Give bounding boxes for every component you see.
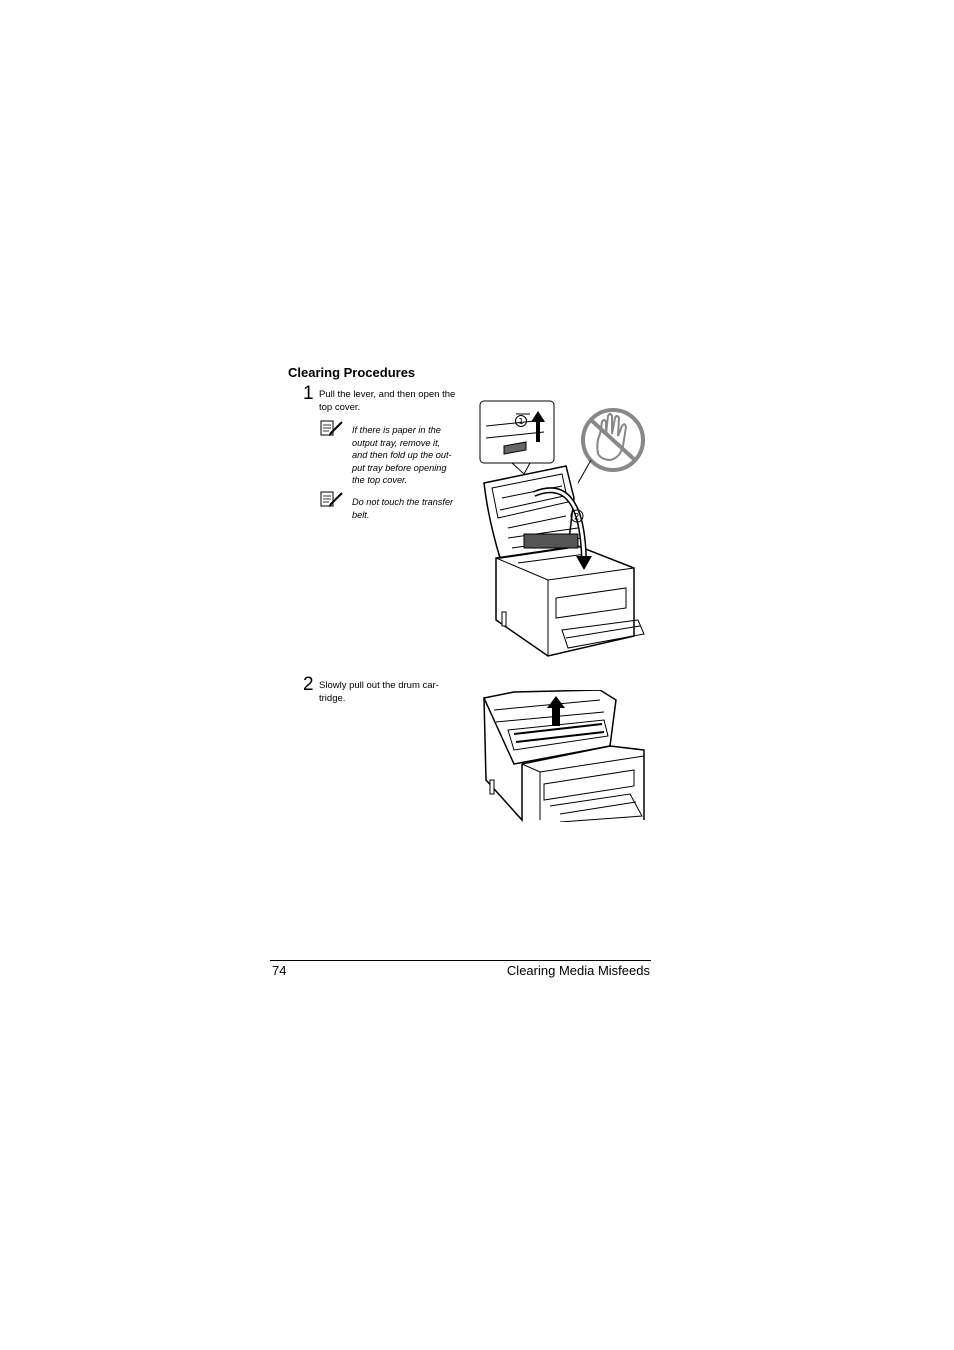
step-1-text bbox=[319, 389, 469, 414]
step-2-text bbox=[319, 680, 469, 705]
note-line: the top cover. bbox=[352, 475, 408, 485]
note-line: output tray, remove it, bbox=[352, 437, 441, 448]
note-pencil-icon bbox=[320, 490, 344, 508]
section-title: Clearing Procedures bbox=[288, 365, 416, 380]
note-line: Do not touch the transfer bbox=[352, 497, 454, 507]
note-pencil-icon bbox=[320, 419, 344, 437]
step-1-number: 1 bbox=[303, 383, 314, 404]
svg-text:2: 2 bbox=[574, 512, 580, 523]
note-2-text bbox=[352, 496, 470, 521]
printer-open-cover-illustration bbox=[478, 398, 648, 660]
footer-rule bbox=[270, 960, 651, 961]
svg-text:1: 1 bbox=[518, 417, 524, 426]
note-line: and then fold up the out- bbox=[352, 450, 452, 460]
step-1-text-line: Pull the lever, and then open the bbox=[319, 389, 456, 400]
printer-drum-cartridge-illustration bbox=[480, 690, 646, 822]
step-2-text-line: Slowly pull out the drum car- bbox=[319, 680, 439, 691]
note-1-text bbox=[352, 424, 470, 487]
lever-detail-inset bbox=[480, 401, 554, 474]
note-line: belt. bbox=[352, 509, 370, 520]
note-line: If there is paper in the bbox=[352, 425, 441, 435]
do-not-touch-hand-icon bbox=[578, 410, 643, 483]
chapter-title: Clearing Media Misfeeds bbox=[506, 963, 650, 978]
step-2-text-line: tridge. bbox=[319, 692, 346, 704]
step-1-text-line: top cover. bbox=[319, 401, 361, 413]
step-2-number: 2 bbox=[303, 674, 314, 695]
page-number: 74 bbox=[272, 963, 287, 978]
note-line: put tray before opening bbox=[352, 462, 447, 473]
